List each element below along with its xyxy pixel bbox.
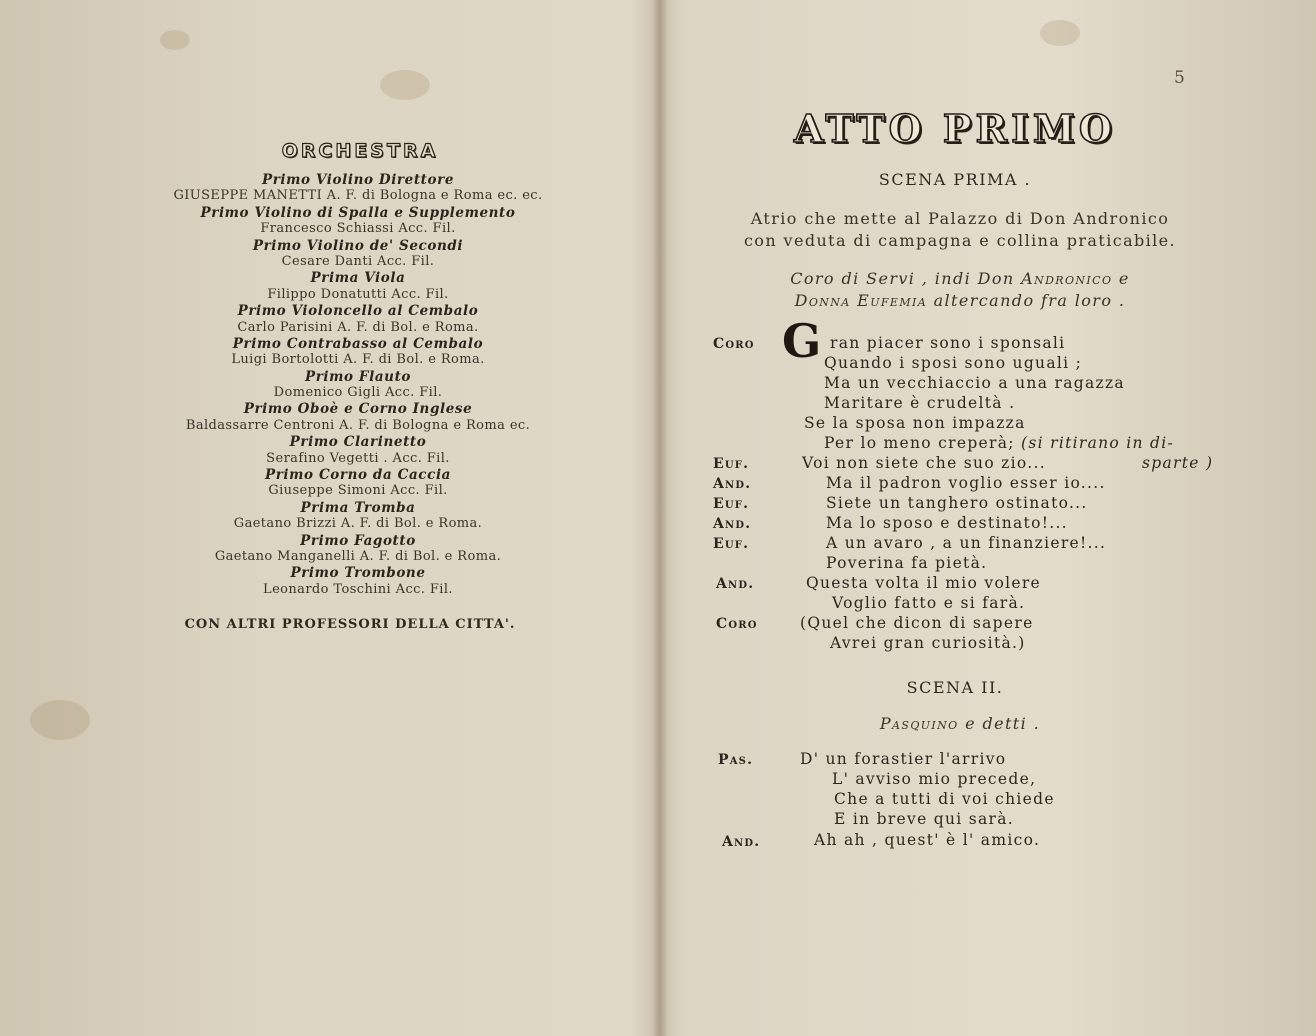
stage-direction: (si ritirano in di- <box>1021 434 1175 452</box>
characters-text: e <box>1112 269 1130 288</box>
characters-text: altercando fra loro . <box>927 291 1126 310</box>
verse-line: Siete un tanghero ostinato... <box>826 494 1088 512</box>
verse-line: L' avviso mio precede, <box>832 770 1037 788</box>
verse-line: Quando i sposi sono uguali ; <box>824 354 1083 372</box>
orchestra-closing-note: CON ALTRI PROFESSORI DELLA CITTA'. <box>184 617 516 632</box>
verse-line: Voglio fatto e si farà. <box>832 594 1026 612</box>
verse-line: D' un forastier l'arrivo <box>800 750 1007 768</box>
scene-characters <box>700 713 1220 735</box>
orchestra-role: Prima Viola <box>310 270 406 287</box>
drop-cap: G <box>782 314 822 368</box>
speaker-label: Euf. <box>713 536 750 552</box>
verse-line: Che a tutti di voi chiede <box>834 790 1055 808</box>
orchestra-player: Gaetano Manganelli A. F. di Bol. e Roma. <box>214 548 502 564</box>
page-number: 5 <box>1174 68 1185 88</box>
speaker-label: And. <box>722 834 761 850</box>
verse-line: Ma un vecchiaccio a una ragazza <box>824 374 1125 392</box>
verse-line: Se la sposa non impazza <box>804 414 1026 432</box>
verse-line: Ah ah , quest' è l' amico. <box>814 831 1041 849</box>
orchestra-player: GIUSEPPE MANETTI A. F. di Bologna e Roma ec. ec. <box>173 188 543 204</box>
scene-heading: SCENA II. <box>906 678 1004 697</box>
orchestra-role: Prima Tromba <box>300 499 416 516</box>
orchestra-player: Carlo Parisini A. F. di Bol. e Roma. <box>237 319 479 335</box>
orchestra-player: Serafino Vegetti . Acc. Fil. <box>266 450 450 466</box>
speaker-label: Pas. <box>718 752 754 768</box>
scene-characters <box>700 268 1220 312</box>
verse-line: Poverina fa pietà. <box>826 554 988 572</box>
verse-line: Ma lo sposo e destinato!... <box>826 514 1068 532</box>
orchestra-role: Primo Fagotto <box>300 532 416 549</box>
orchestra-role: Primo Corno da Caccia <box>264 467 452 484</box>
verse-line: Ma il padron voglio esser io.... <box>826 474 1106 492</box>
orchestra-role: Primo Flauto <box>304 368 412 385</box>
verse-line: Avrei gran curiosità.) <box>830 634 1026 652</box>
orchestra-player: Leonardo Toschini Acc. Fil. <box>263 581 453 597</box>
paper-stain <box>1040 20 1080 46</box>
character-name: Pasquino <box>879 714 959 733</box>
orchestra-player: Francesco Schiassi Acc. Fil. <box>260 221 456 237</box>
orchestra-player: Cesare Danti Acc. Fil. <box>281 253 435 269</box>
orchestra-role: Primo Violino di Spalla e Supplemento <box>200 204 516 221</box>
orchestra-player: Luigi Bortolotti A. F. di Bol. e Roma. <box>231 352 485 368</box>
orchestra-player: Domenico Gigli Acc. Fil. <box>273 385 443 401</box>
verse-line: E in breve qui sarà. <box>834 810 1015 828</box>
speaker-label: And. <box>716 576 755 592</box>
character-name: Andronico <box>1021 269 1113 288</box>
verse-line: ran piacer sono i sponsali <box>830 334 1066 352</box>
orchestra-player: Gaetano Brizzi A. F. di Bol. e Roma. <box>233 516 483 532</box>
orchestra-role: Primo Violoncello al Cembalo <box>237 303 479 320</box>
orchestra-role: Primo Clarinetto <box>289 434 427 451</box>
orchestra-player: Giuseppe Simoni Acc. Fil. <box>268 483 448 499</box>
verse-line: A un avaro , a un finanziere!... <box>826 534 1107 552</box>
orchestra-role: Primo Violino Direttore <box>261 172 455 188</box>
verse-line: Questa volta il mio volere <box>806 574 1042 592</box>
verse-line: Voi non siete che suo zio... <box>802 454 1046 472</box>
orchestra-player: Filippo Donatutti Acc. Fil. <box>267 286 449 302</box>
scene-setting-line: Atrio che mette al Palazzo di Don Andronico <box>750 209 1170 228</box>
speaker-label: Coro <box>716 616 758 632</box>
orchestra-list <box>0 172 716 598</box>
characters-text: e detti . <box>958 714 1041 733</box>
speaker-label: Euf. <box>713 456 750 472</box>
verse-line <box>824 434 1174 452</box>
speaker-label: And. <box>713 516 752 532</box>
act-title: ATTO PRIMO <box>793 106 1117 151</box>
orchestra-role: Primo Trombone <box>290 565 426 582</box>
orchestra-role: Primo Oboè e Corno Inglese <box>243 401 473 418</box>
orchestra-role: Primo Violino de' Secondi <box>252 237 464 254</box>
orchestra-player: Baldassarre Centroni A. F. di Bologna e Roma ec. <box>185 417 531 433</box>
scene-setting <box>700 208 1220 252</box>
scene-heading: SCENA PRIMA . <box>878 170 1032 189</box>
speaker-label: Euf. <box>713 496 750 512</box>
orchestra-title: ORCHESTRA <box>281 140 439 162</box>
verse-line: (Quel che dicon di sapere <box>800 614 1034 632</box>
speaker-label: And. <box>713 476 752 492</box>
stage-direction: sparte ) <box>1142 454 1214 472</box>
characters-text: Coro di Servi , indi Don <box>790 269 1022 288</box>
character-name: Donna Eufemia <box>794 291 928 310</box>
verse-line: Maritare è crudeltà . <box>824 394 1016 412</box>
speaker-label: Coro <box>713 336 755 352</box>
orchestra-role: Primo Contrabasso al Cembalo <box>232 335 484 352</box>
scene-setting-line: con veduta di campagna e collina praticabile. <box>743 231 1177 250</box>
verse-text: Per lo meno creperà; <box>824 434 1022 452</box>
